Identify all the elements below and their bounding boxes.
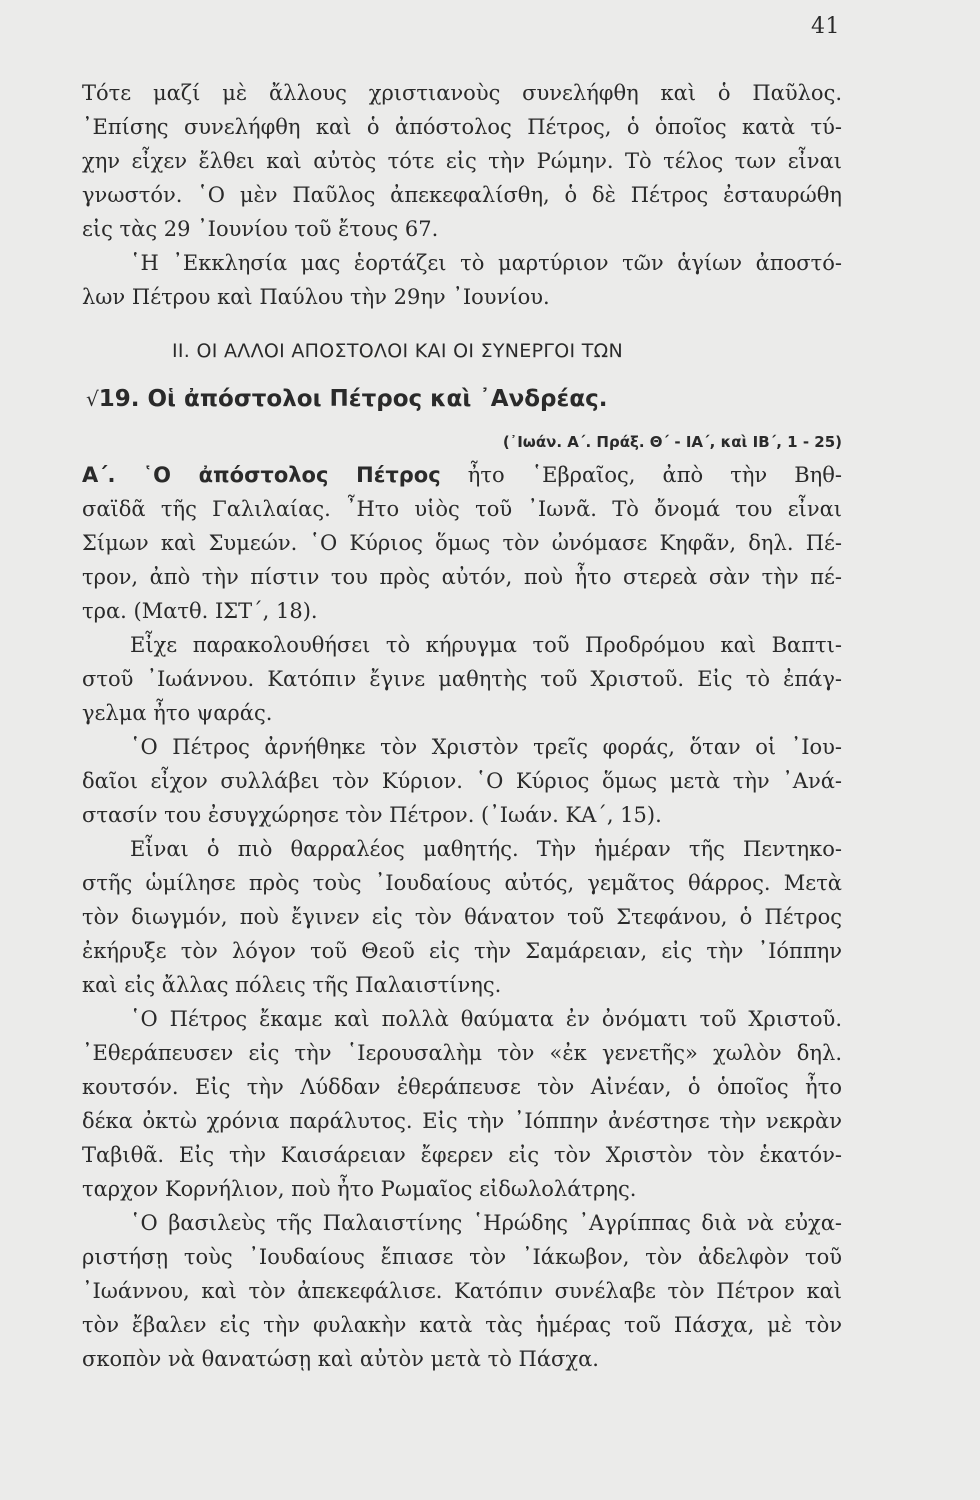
text-line: ᾿Επίσης συνελήφθη καὶ ὁ ἀπόστολος Πέτρος, ὁ ὁποῖος κατὰ τύ-: [82, 115, 842, 139]
section-heading: II. ΟΙ ΑΛΛΟΙ ΑΠΟΣΤΟΛΟΙ ΚΑΙ ΟΙ ΣΥΝΕΡΓΟΙ ΤΩΝ: [172, 340, 623, 362]
paragraph-section-a: [82, 458, 842, 628]
text-line: εἰς τὰς 29 ᾿Ιουνίου τοῦ ἔτους 67.: [82, 217, 439, 241]
check-mark: √: [86, 387, 99, 411]
paragraph: [82, 832, 842, 1002]
chapter-title: 19. Οἱ ἀπόστολοι Πέτρος καὶ ᾿Ανδρέας.: [98, 386, 608, 412]
text-line: χην εἶχεν ἔλθει καὶ αὐτὸς τότε εἰς τὴν Ρώμην. Τὸ τέλος των εἶναι: [82, 149, 842, 173]
text-line: Τότε μαζί μὲ ἄλλους χριστιανοὺς συνελήφθη καὶ ὁ Παῦλος.: [82, 81, 842, 105]
paragraphs: [82, 628, 842, 1376]
text-line: στῆς ὡμίλησε πρὸς τοὺς ᾿Ιουδαίους αὐτός, γεμᾶτος θάρρος. Μετὰ: [82, 871, 842, 895]
paragraph: [82, 246, 842, 314]
text-line: ῾Η ᾿Εκκλησία μας ἑορτάζει τὸ μαρτύριον τῶν ἁγίων ἀποστό-: [130, 251, 842, 275]
paragraph: [82, 1206, 842, 1376]
page-number: 41: [811, 14, 840, 39]
text-line: γνωστόν. ῾Ο μὲν Παῦλος ἀπεκεφαλίσθη, ὁ δὲ Πέτρος ἐσταυρώθη: [82, 183, 842, 207]
lead-label: Α΄.: [82, 463, 116, 487]
text-line: ῾Ο Πέτρος ἀρνήθηκε τὸν Χριστὸν τρεῖς φοράς, ὅταν οἱ ᾿Ιου-: [130, 735, 842, 759]
text-line: ᾿Εθεράπευσεν εἰς τὴν ῾Ιερουσαλὴμ τὸν «ἐκ γενετῆς» χωλὸν δηλ.: [82, 1041, 842, 1065]
text-line: ταρχον Κορνήλιον, ποὺ ἦτο Ρωμαῖος εἰδωλολάτρης.: [82, 1177, 637, 1201]
text-line: καὶ εἰς ἄλλας πόλεις τῆς Παλαιστίνης.: [82, 973, 502, 997]
text-line: τρον, ἀπὸ τὴν πίστιν του πρὸς αὐτόν, ποὺ ἦτο στερεὰ σὰν τὴν πέ-: [82, 565, 842, 589]
paragraph: [82, 76, 842, 246]
text-line: στοῦ ᾿Ιωάννου. Κατόπιν ἔγινε μαθητὴς τοῦ Χριστοῦ. Εἰς τὸ ἐπάγ-: [82, 667, 842, 691]
text-line: τρα. (Ματθ. ΙΣΤ΄, 18).: [82, 599, 318, 623]
chapter-heading: [82, 378, 842, 420]
text-line: τὸν ἔβαλεν εἰς τὴν φυλακὴν κατὰ τὰς ἡμέρας τοῦ Πάσχα, μὲ τὸν: [82, 1313, 842, 1337]
lead-bold-subject: ῾Ο ἀπόστολος Πέτρος: [142, 463, 441, 487]
intro-section: [82, 76, 842, 314]
text-line: Εἶχε παρακολουθήσει τὸ κήρυγμα τοῦ Προδρόμου καὶ Βαπτι-: [130, 633, 842, 657]
text-line: δέκα ὀκτὼ χρόνια παράλυτος. Εἰς τὴν ᾿Ιόππην ἀνέστησε τὴν νεκρὰν: [82, 1109, 842, 1133]
text-line: ριστήσῃ τοὺς ᾿Ιουδαίους ἔπιασε τὸν ᾿Ιάκωβον, τὸν ἀδελφὸν τοῦ: [82, 1245, 842, 1269]
text-line: Εἶναι ὁ πιὸ θαρραλέος μαθητής. Τὴν ἡμέραν τῆς Πεντηκο-: [130, 837, 842, 861]
text-line: σαϊδᾶ τῆς Γαλιλαίας. ῏Ητο υἱὸς τοῦ ᾿Ιωνᾶ. Τὸ ὄνομά του εἶναι: [82, 497, 842, 521]
text-line: ῾Ο βασιλεὺς τῆς Παλαιστίνης ῾Ηρώδης ᾿Αγρίππας διὰ νὰ εὐχα-: [130, 1211, 842, 1235]
text-line: ῾Ο Πέτρος ἔκαμε καὶ πολλὰ θαύματα ἐν ὀνόματι τοῦ Χριστοῦ.: [130, 1007, 842, 1031]
paragraph: [82, 628, 842, 730]
paragraph: [82, 730, 842, 832]
text-line: γελμα ἦτο ψαράς.: [82, 701, 273, 725]
text-line: σκοπὸν νὰ θανατώσῃ καὶ αὐτὸν μετὰ τὸ Πάσχα.: [82, 1347, 599, 1371]
text-line: λων Πέτρου καὶ Παύλου τὴν 29ην ᾿Ιουνίου.: [82, 285, 550, 309]
chapter-references: (᾿Ιωάν. Α΄. Πράξ. Θ΄ - ΙΑ΄, καὶ ΙΒ΄, 1 - 25): [502, 433, 842, 451]
text-line: ἐκήρυξε τὸν λόγον τοῦ Θεοῦ εἰς τὴν Σαμάρειαν, εἰς τὴν ᾿Ιόππην: [82, 939, 842, 963]
text-line: Σίμων καὶ Συμεών. ῾Ο Κύριος ὅμως τὸν ὠνόμασε Κηφᾶν, δηλ. Πέ-: [82, 531, 842, 555]
text-line: τὸν διωγμόν, ποὺ ἔγινεν εἰς τὸν θάνατον τοῦ Στεφάνου, ὁ Πέτρος: [82, 905, 842, 929]
text-line: στασίν του ἐσυγχώρησε τὸν Πέτρον. (᾿Ιωάν. ΚΑ΄, 15).: [82, 803, 662, 827]
paragraph: [82, 1002, 842, 1206]
text-line: Ταβιθᾶ. Εἰς τὴν Καισάρειαν ἔφερεν εἰς τὸν Χριστὸν τὸν ἑκατόν-: [82, 1143, 842, 1167]
first-line-rest: ἦτο ῾Εβραῖος, ἀπὸ τὴν Βηθ-: [467, 463, 842, 487]
text-line: κουτσόν. Εἰς τὴν Λύδδαν ἐθεράπευσε τὸν Αἰνέαν, ὁ ὁποῖος ἦτο: [82, 1075, 842, 1099]
text-line: ᾿Ιωάννου, καὶ τὸν ἀπεκεφάλισε. Κατόπιν συνέλαβε τὸν Πέτρον καὶ: [82, 1279, 842, 1303]
text-line: [82, 458, 842, 492]
text-line: δαῖοι εἶχον συλλάβει τὸν Κύριον. ῾Ο Κύριος ὅμως μετὰ τὴν ᾿Ανά-: [82, 769, 842, 793]
body-text: [82, 76, 842, 1376]
